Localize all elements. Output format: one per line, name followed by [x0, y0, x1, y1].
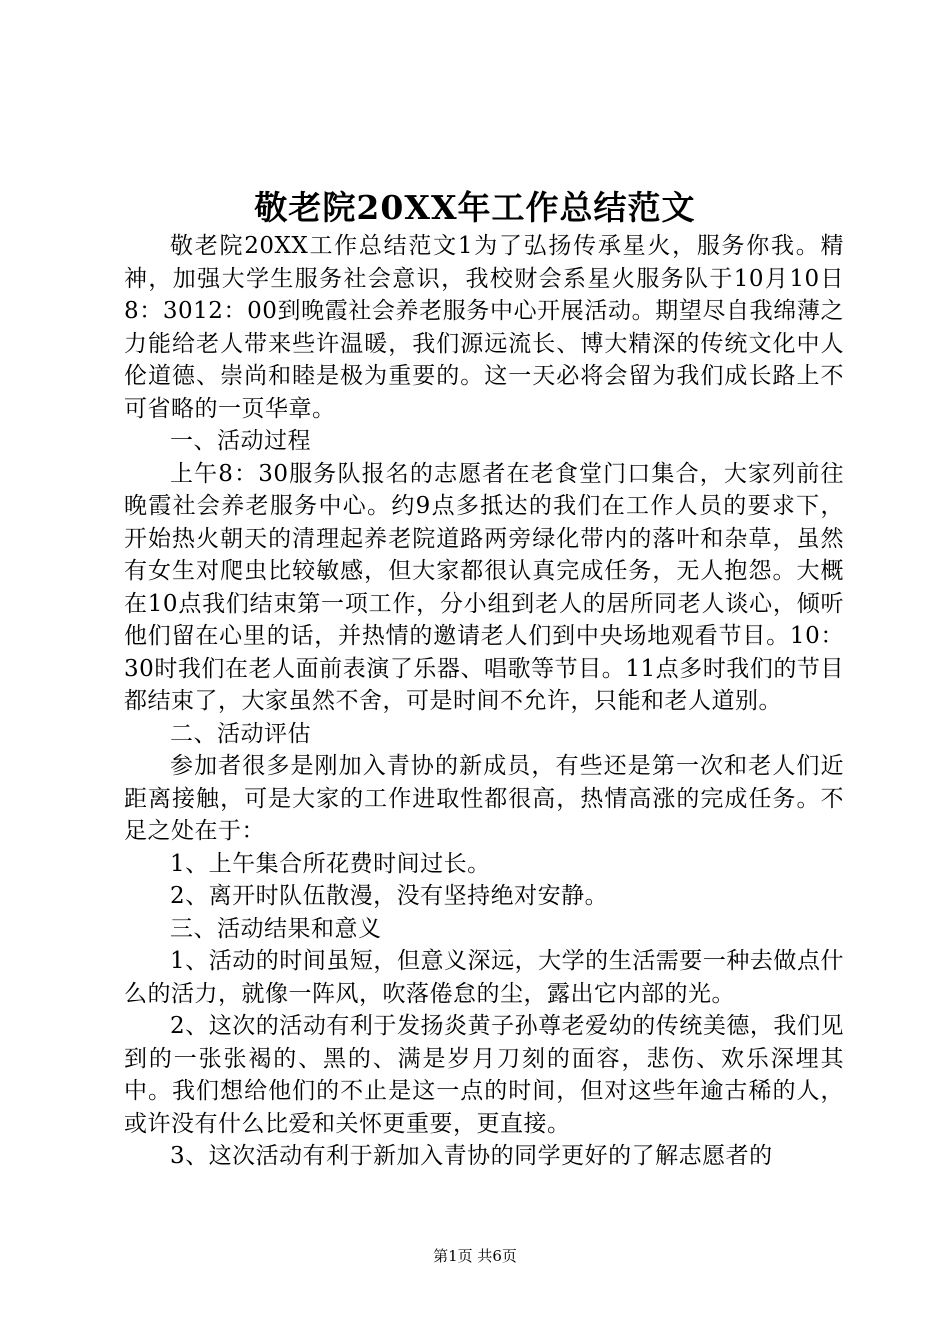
section-heading-results: 三、活动结果和意义	[170, 915, 382, 942]
list-item-result-2: 2、这次的活动有利于发扬炎黄子孙尊老爱幼的传统美德，我们见到的一张张褐的、黑的、满是岁月刀刻的面容，悲伤、欢乐深埋其中。我们想给他们的不止是这一点的时间，但对这些年逾古稀的人，或许没有什么比爱和关怀更重要，更直接。	[124, 1013, 844, 1137]
paragraph-evaluation: 参加者很多是刚加入青协的新成员，有些还是第一次和老人们近距离接触，可是大家的工作进取性都很高，热情高涨的完成任务。不足之处在于：	[124, 753, 844, 844]
paragraph-process: 上午8：30服务队报名的志愿者在老食堂门口集合，大家列前往晚霞社会养老服务中心。约9点多抵达的我们在工作人员的要求下，开始热火朝天的清理起养老院道路两旁绿化带内的落叶和杂草，虽然有女生对爬虫比较敏感，但大家都很认真完成任务，无人抱怨。大概在10点我们结束第一项工作，分小组到老人的居所同老人谈心，倾听他们留在心里的话，并热情的邀请老人们到中央场地观看节目。10：30时我们在老人面前表演了乐器、唱歌等节目。11点多时我们的节目都结束了，大家虽然不舍，可是时间不允许，只能和老人道别。	[124, 460, 844, 714]
page-footer: 第1页 共6页	[433, 1247, 517, 1265]
document-title: 敬老院20XX年工作总结范文	[254, 188, 696, 227]
list-item-result-3: 3、这次活动有利于新加入青协的同学更好的了解志愿者的	[170, 1143, 773, 1169]
section-heading-evaluation: 二、活动评估	[170, 720, 311, 747]
list-item-result-1: 1、活动的时间虽短，但意义深远，大学的生活需要一种去做点什么的活力，就像一阵风，吹落倦怠的尘，露出它内部的光。	[124, 948, 844, 1007]
section-heading-process: 一、活动过程	[170, 428, 311, 454]
document-body	[124, 230, 844, 1173]
list-item-shortcoming-2: 2、离开时队伍散漫，没有坚持绝对安静。	[170, 883, 609, 909]
list-item-shortcoming-1: 1、上午集合所花费时间过长。	[170, 850, 491, 877]
paragraph-intro: 敬老院20XX工作总结范文1为了弘扬传承星火，服务你我。精神，加强大学生服务社会意识，我校财会系星火服务队于10月10日8：3012：00到晚霞社会养老服务中心开展活动。期望尽自我绵薄之力能给老人带来些许温暖，我们源远流长、博大精深的传统文化中人伦道德、崇尚和睦是极为重要的。这一天必将会留为我们成长路上不可省略的一页华章。	[124, 233, 844, 422]
